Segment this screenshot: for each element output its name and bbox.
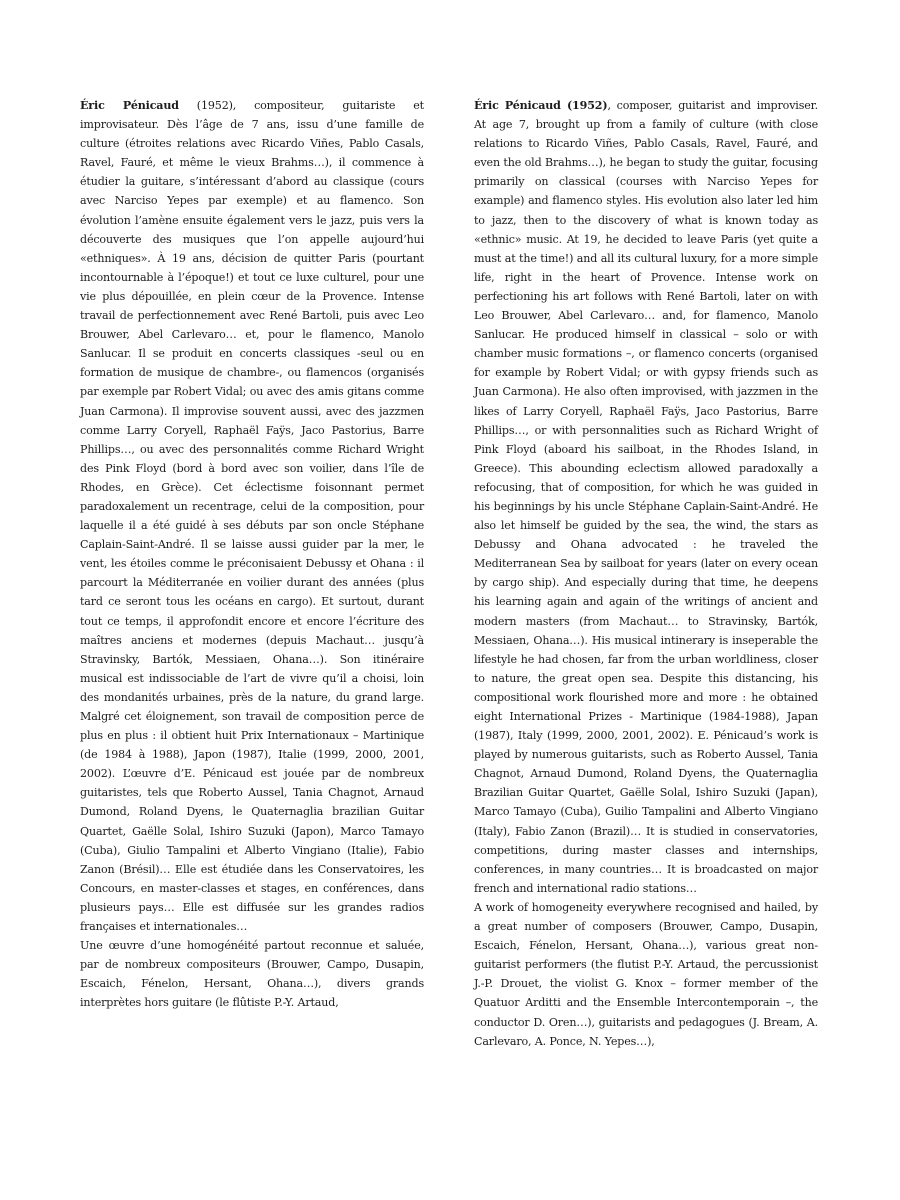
french-author-name: Éric Pénicaud	[80, 99, 179, 112]
english-paragraph-1-text: , composer, guitarist and improviser. At age 7, brought up from a family of culture (with close relations to Ricardo Viñes, Pablo Casals, Ravel, Fauré, and even the old Brahms…), he began to study the guitar, focusing primarily on classical (courses with Narciso Yepes for example) and flamenco styles. His evolution also later led him to jazz, then to the discovery of what is known today as «ethnic» music. At 19, he decided to leave Paris (yet quite a must at the time!) and all its cultural luxury, for a more simple life, right in the heart of Provence. Intense work on perfectioning his art follows with René Bartoli, later on with Leo Brouwer, Abel Carlevaro… and, for flamenco, Manolo Sanlucar. He produced himself in classical – solo or with chamber music formations –, or flamenco concerts (organised for example by Robert Vidal; or with gypsy friends such as Juan Carmona). He also often improvised, with jazzmen in the likes of Larry Coryell, Raphaël Faÿs, Jaco Pastorius, Barre Phillips…, or with personnalities such as Richard Wright of Pink Floyd (aboard his sailboat, in the Rhodes Island, in Greece). This abounding eclectism allowed paradoxally a refocusing, that of composition, for which he was guided in his beginnings by his uncle Stéphane Caplain-Saint-André. He also let himself be guided by the sea, the wind, the stars as Debussy and Ohana advocated : he traveled the Mediterranean Sea by sailboat for years (later on every ocean by cargo ship). And especially during that time, he deepens his learning again and again of the writings of ancient and modern masters (from Machaut… to Stravinsky, Bartók, Messiaen, Ohana…). His musical intinerary is inseperable the lifestyle he had chosen, far from the urban worldliness, closer to nature, the great open sea. Despite this distancing, his compositional work flourished more and more : he obtained eight International Prizes - Martinique (1984-1988), Japan (1987), Italy (1999, 2000, 2001, 2002). E. Pénicaud’s work is played by numerous guitarists, such as Roberto Aussel, Tania Chagnot, Arnaud Dumond, Roland Dyens, the Quaternaglia Brazilian Guitar Quartet, Gaëlle Solal, Ishiro Suzuki (Japan), Marco Tamayo (Cuba), Guilio Tampalini and Alberto Vingiano (Italy), Fabio Zanon (Brazil)… It is studied in conservatories, competitions, during master classes and internships, conferences, in many countries… It is broadcasted on major french and international radio stations…	[474, 99, 818, 895]
english-biography-column	[474, 96, 818, 1051]
english-paragraph-2: A work of homogeneity everywhere recognised and hailed, by a great number of composers (Brouwer, Campo, Dusapin, Escaich, Fénelon, Hersant, Ohana…), various great non-guitarist performers (the flutist P.-Y. Artaud, the percussionist J.-P. Drouet, the violist G. Knox – former member of the Quatuor Arditti and the Ensemble Intercontemporain –, the conductor D. Oren…), guitarists and pedagogues (J. Bream, A. Carlevaro, A. Ponce, N. Yepes…),	[474, 900, 818, 1048]
french-biography-column	[80, 96, 424, 1013]
french-paragraph-2: Une œuvre d’une homogénéité partout reconnue et saluée, par de nombreux compositeurs (Brouwer, Campo, Dusapin, Escaich, Fénelon, Hersant, Ohana…), divers grands interprètes hors guitare (le flûtiste P.-Y. Artaud,	[80, 939, 424, 1010]
french-paragraph-1	[80, 96, 424, 936]
french-paragraph-1-text: (1952), compositeur, guitariste et improvisateur. Dès l’âge de 7 ans, issu d’une famille de culture (étroites relations avec Ricardo Viñes, Pablo Casals, Ravel, Fauré, et même le vieux Brahms…), il commence à étudier la guitare, s’intéressant d’abord au classique (cours avec Narciso Yepes par exemple) et au flamenco. Son évolution l’amène ensuite également vers le jazz, puis vers la découverte des musiques que l’on appelle aujourd’hui «ethniques». À 19 ans, décision de quitter Paris (pourtant incontournable à l’époque!) et tout ce luxe culturel, pour une vie plus dépouillée, en plein cœur de la Provence. Intense travail de perfectionnement avec René Bartoli, puis avec Leo Brouwer, Abel Carlevaro… et, pour le flamenco, Manolo Sanlucar. Il se produit en concerts classiques -seul ou en formation de musique de chambre-, ou flamencos (organisés par exemple par Robert Vidal; ou avec des amis gitans comme Juan Carmona). Il improvise souvent aussi, avec des jazzmen comme Larry Coryell, Raphaël Faÿs, Jaco Pastorius, Barre Phillips…, ou avec des personnalités comme Richard Wright des Pink Floyd (bord à bord avec son voilier, dans l’île de Rhodes, en Grèce). Cet éclectisme foisonnant permet paradoxalement un recentrage, celui de la composition, pour laquelle il a été guidé à ses débuts par son oncle Stéphane Caplain-Saint-André. Il se laisse aussi guider par la mer, le vent, les étoiles comme le préconisaient Debussy et Ohana : il parcourt la Méditerranée en voilier durant des années (plus tard ce seront tous les océans en cargo). Et surtout, durant tout ce temps, il approfondit encore et encore l’écriture des maîtres anciens et modernes (depuis Machaut… jusqu’à Stravinsky, Bartók, Messiaen, Ohana…). Son itinéraire musical est indissociable de l’art de vivre qu’il a choisi, loin des mondanités urbaines, près de la nature, du grand large. Malgré cet éloignement, son travail de composition perce de plus en plus : il obtient huit Prix Internationaux – Martinique (de 1984 à 1988), Japon (1987), Italie (1999, 2000, 2001, 2002). L’œuvre d’E. Pénicaud est jouée par de nombreux guitaristes, tels que Roberto Aussel, Tania Chagnot, Arnaud Dumond, Roland Dyens, le Quaternaglia brazilian Guitar Quartet, Gaëlle Solal, Ishiro Suzuki (Japon), Marco Tamayo (Cuba), Giulio Tampalini et Alberto Vingiano (Italie), Fabio Zanon (Brésil)… Elle est étudiée dans les Conservatoires, les Concours, en master-classes et stages, en conférences, dans plusieurs pays… Elle est diffusée sur les grandes radios françaises et internationales…	[80, 99, 424, 934]
english-author-name: Éric Pénicaud (1952)	[474, 99, 608, 112]
english-paragraph-1	[474, 96, 818, 898]
